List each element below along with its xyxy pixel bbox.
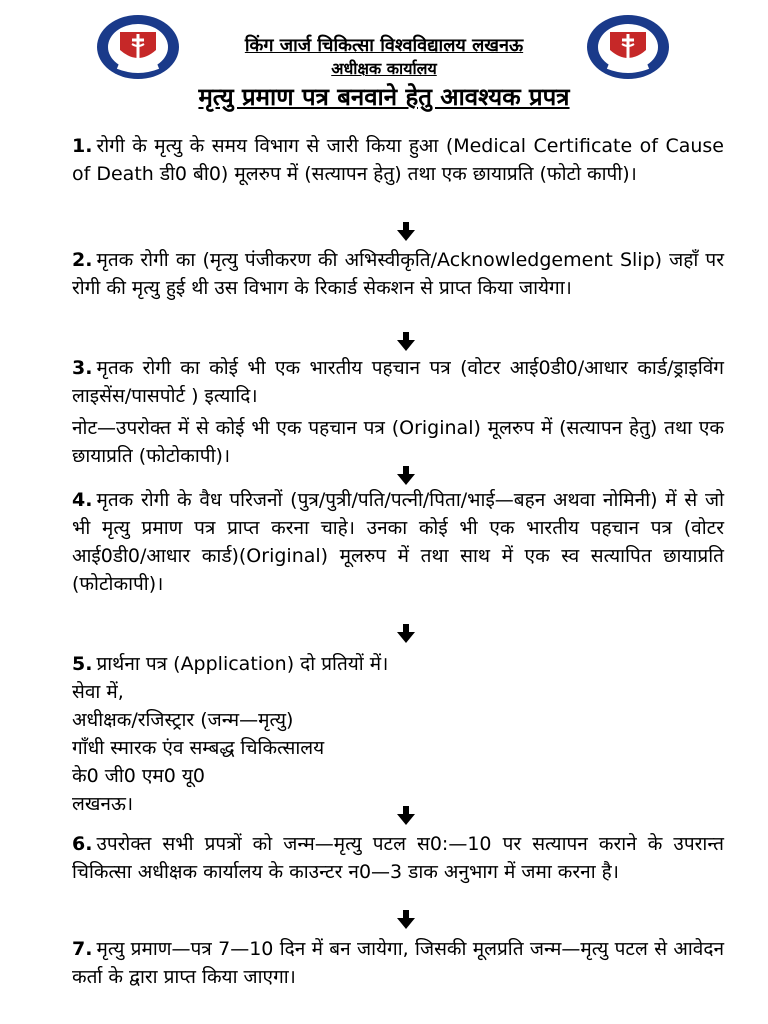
arrow-down-icon (396, 222, 416, 242)
requirement-item-5 (72, 650, 724, 818)
office-name: अधीक्षक कार्यालय (331, 59, 437, 78)
requirement-item-4 (72, 486, 724, 598)
arrow-down-icon (396, 466, 416, 486)
university-name: किंग जार्ज चिकित्सा विश्वविद्यालय लखनऊ (244, 35, 524, 56)
item-text: मृतक रोगी का (मृत्यु पंजीकरण की अभिस्वीकृति/Acknowledgement Slip) जहाँ पर रोगी की मृत्यु हुई थी उस विभाग के रिकार्ड सेकशन से प्राप्त किया जायेगा। (72, 249, 724, 299)
salutation: सेवा में, (72, 681, 124, 703)
item-text: मृतक रोगी के वैध परिजनों (पुत्र/पुत्री/पति/पत्नी/पिता/भाई—बहन अथवा नोमिनी) में से जो भी मृत्यु प्रमाण पत्र प्राप्त करना चाहे। उनका कोई भी एक भारतीय पहचान पत्र (वोटर आई0डी0/आधार कार्ड)(Original) मूलरुप में तथा साथ में एक स्व सत्यापित छायाप्रति (फोटोकापी)। (72, 489, 724, 595)
item-number: 3. (72, 357, 93, 379)
requirement-item-7 (72, 935, 724, 991)
item-text: रोगी के मृत्यु के समय विभाग से जारी किया हुआ (Medical Certificate of Cause of Death डी0 बी0) मूलरुप में (सत्यापन हेतु) तथा एक छायाप्रति (फोटो कापी)। (72, 135, 724, 185)
item-number: 1. (72, 135, 93, 157)
item-note: नोट—उपरोक्त में से कोई भी एक पहचान पत्र (Original) मूलरुप में (सत्यापन हेतु) तथा एक छायाप्रति (फोटोकापी)। (72, 417, 724, 467)
item-text: प्रार्थना पत्र (Application) दो प्रतियों में। (96, 653, 389, 675)
arrow-down-icon (396, 806, 416, 826)
item-text: मृतक रोगी का कोई भी एक भारतीय पहचान पत्र (वोटर आई0डी0/आधार कार्ड/ड्राइविंग लाइसेंस/पासपोर्ट ) इत्यादि। (72, 357, 724, 407)
address-line: के0 जी0 एम0 यू0 (72, 765, 205, 787)
item-number: 4. (72, 489, 93, 511)
arrow-down-icon (396, 332, 416, 352)
requirement-item-6 (72, 830, 724, 886)
kgmu-emblem-icon (586, 14, 670, 80)
requirement-item-3 (72, 354, 724, 470)
item-number: 7. (72, 938, 93, 960)
requirement-item-1 (72, 132, 724, 188)
item-number: 5. (72, 653, 93, 675)
page-title: मृत्यु प्रमाण पत्र बनवाने हेतु आवश्यक प्रपत्र (198, 83, 570, 111)
address-line: अधीक्षक/रजिस्ट्रार (जन्म—मृत्यु) (72, 709, 294, 731)
item-text: उपरोक्त सभी प्रपत्रों को जन्म—मृत्यु पटल स0:—10 पर सत्यापन कराने के उपरान्त चिकित्सा अधीक्षक कार्यालय के काउन्टर न0—3 डाक अनुभाग में जमा करना है। (72, 833, 724, 883)
item-number: 2. (72, 249, 93, 271)
arrow-down-icon (396, 624, 416, 644)
arrow-down-icon (396, 910, 416, 930)
kgmu-emblem-icon (96, 14, 180, 80)
document-header (0, 0, 768, 110)
address-line: गाँधी स्मारक एंव सम्बद्ध चिकित्सालय (72, 737, 325, 759)
address-line: लखनऊ। (72, 793, 134, 815)
item-number: 6. (72, 833, 93, 855)
requirement-item-2 (72, 246, 724, 302)
item-text: मृत्यु प्रमाण—पत्र 7—10 दिन में बन जायेगा, जिसकी मूलप्रति जन्म—मृत्यु पटल से आवेदन कर्ता के द्वारा प्राप्त किया जाएगा। (72, 938, 724, 988)
